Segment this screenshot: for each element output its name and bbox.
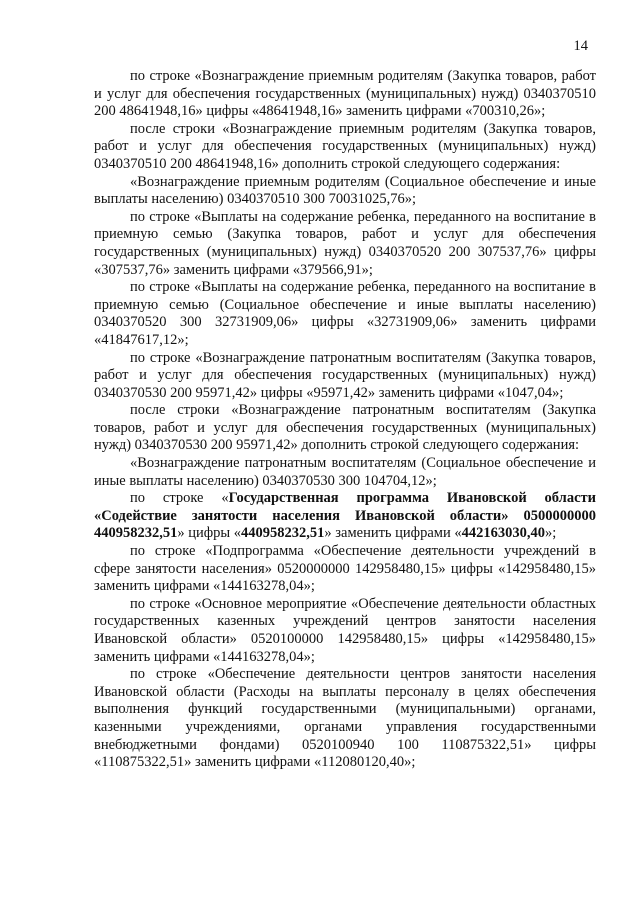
text-run: «Вознаграждение приемным родителям (Социальное обеспечение и иные выплаты населению) 0340370510 300 70031025,76»; <box>94 173 596 208</box>
text-run: «Вознаграждение патронатным воспитателям (Социальное обеспечение и иные выплаты населению) 0340370530 300 104704,12»; <box>94 455 596 489</box>
text-run: по строке «Обеспечение деятельности центров занятости населения Ивановской области (Расходы на выплаты персоналу в целях обеспечения выполнения функций государственными (муниципальными) органами, казенными учреждениями, органами управления государственными внебюджетными фондами) 0520100940 100 110875322,51» цифры «110875322,51» заменить цифрами «112080120,40»; <box>94 666 596 771</box>
paragraph <box>94 543 596 596</box>
text-run: »; <box>544 525 557 542</box>
paragraph <box>94 174 596 209</box>
paragraph <box>94 68 596 121</box>
paragraph <box>94 596 596 666</box>
paragraph <box>94 402 596 455</box>
paragraph <box>94 490 596 543</box>
paragraph <box>94 666 596 772</box>
text-run: по строке « <box>130 490 229 507</box>
bold-text-run: 440958232,51 <box>241 525 325 542</box>
text-run: по строке «Основное мероприятие «Обеспечение деятельности областных государственных казенных учреждений центров занятости населения Ивановской области» 0520100000 142958480,15» цифры «142958480,15» заменить цифрами «144163278,04»; <box>94 595 596 665</box>
document-body <box>94 68 596 772</box>
paragraph <box>94 121 596 174</box>
text-run: по строке «Выплаты на содержание ребенка, переданного на воспитание в приемную семью (Социальное обеспечение и иные выплаты населению) 0340370520 300 32731909,06» цифры «32731909,06» заменить цифрами «41847617,12»; <box>94 279 596 348</box>
text-run: после строки «Вознаграждение приемным родителям (Закупка товаров, работ и услуг для обеспечения государственных (муниципальных) нужд) 0340370510 200 48641948,16» дополнить строкой следующего содержания: <box>94 120 596 172</box>
bold-text-run: 442163030,40 <box>461 525 545 542</box>
bold-text-run: Государственная программа Ивановской области «Содействие занятости населения Ивановской области» 0500000000 440958232,51 <box>94 490 596 542</box>
paragraph <box>94 279 596 349</box>
paragraph <box>94 350 596 403</box>
text-run: по строке «Выплаты на содержание ребенка, переданного на воспитание в приемную семью (Закупка товаров, работ и услуг для обеспечения государственных (муниципальных) нужд) 0340370520 200 307537,76» цифры «307537,76» заменить цифрами «379566,91»; <box>94 208 596 278</box>
text-run: по строке «Подпрограмма «Обеспечение деятельности учреждений в сфере занятости населения» 0520000000 142958480,15» цифры «142958480,15» заменить цифрами «144163278,04»; <box>94 543 596 595</box>
text-run: » заменить цифрами « <box>324 525 462 542</box>
paragraph <box>94 209 596 279</box>
text-run: после строки «Вознаграждение патронатным воспитателям (Закупка товаров, работ и услуг для обеспечения государственных (муниципальных) нужд) 0340370530 200 95971,42» дополнить строкой следующего содержания: <box>94 402 596 454</box>
page-number: 14 <box>573 38 588 54</box>
paragraph <box>94 455 596 490</box>
text-run: » цифры « <box>177 525 242 542</box>
text-run: по строке «Вознаграждение патронатным воспитателям (Закупка товаров, работ и услуг для обеспечения государственных (муниципальных) нужд) 0340370530 200 95971,42» цифры «95971,42» заменить цифрами «1047,04»; <box>94 349 596 401</box>
text-run: по строке «Вознаграждение приемным родителям (Закупка товаров, работ и услуг для обеспечения государственных (муниципальных) нужд) 0340370510 200 48641948,16» цифры «48641948,16» заменить цифрами «700310,26»; <box>94 68 596 120</box>
